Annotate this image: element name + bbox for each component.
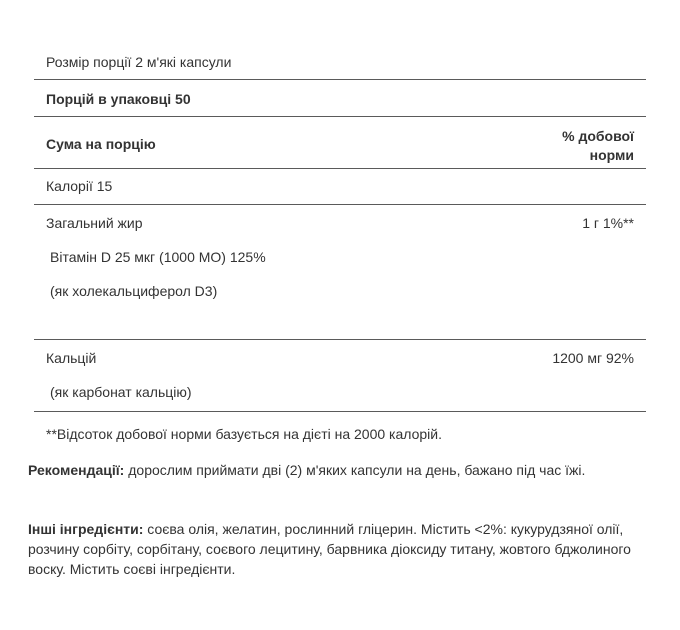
supplement-facts-table [34, 44, 646, 445]
calcium-value: 1200 мг 92% [552, 350, 634, 366]
amount-header-row [34, 117, 646, 169]
calories: Калорії 15 [46, 178, 113, 194]
total-fat-row [34, 205, 646, 239]
vitamin-d: Вітамін D 25 мкг (1000 МО) 125% [50, 249, 266, 265]
servings-per-container-row [34, 80, 646, 117]
calcium-label: Кальцій [46, 350, 97, 366]
calcium-row [34, 340, 646, 374]
calcium-block [34, 340, 646, 412]
other-ingredients-text: соєва олія, желатин, рослинний гліцерин. Містить <2%: кукурудзяної олії, розчину сорбіту, сорбітану, соєвого лецитину, барвника діоксиду титану, жовтого бджолиного воску. Містить соєві інгредієнти. [28, 521, 631, 577]
daily-value-footnote: **Відсоток добової норми базується на дієті на 2000 калорій. [46, 426, 442, 442]
recommendations-paragraph [28, 460, 648, 480]
total-fat-value: 1 г 1%** [582, 215, 634, 231]
serving-size-row [34, 44, 646, 80]
serving-size: Розмір порції 2 м'які капсули [46, 54, 232, 70]
total-fat-label: Загальний жир [46, 215, 143, 231]
calories-row [34, 169, 646, 205]
servings-per-container: Порцій в упаковці 50 [46, 91, 191, 107]
calcium-source: (як карбонат кальцію) [50, 384, 192, 400]
fat-vitamin-block [34, 205, 646, 340]
vitamin-d-source: (як холекальциферол D3) [50, 283, 218, 299]
amount-per-serving: Сума на порцію [46, 136, 156, 152]
recommendations-label: Рекомендації: [28, 462, 125, 478]
vitamin-d-source-row [34, 273, 646, 307]
recommendations-text: дорослим приймати дві (2) м'яких капсули на день, бажано під час їжі. [124, 462, 586, 478]
daily-value-header: % добової норми [562, 128, 634, 163]
calcium-source-row [34, 374, 646, 408]
vitamin-d-row [34, 239, 646, 273]
other-ingredients-label: Інші інгредієнти: [28, 521, 144, 537]
other-ingredients-paragraph [28, 519, 648, 579]
